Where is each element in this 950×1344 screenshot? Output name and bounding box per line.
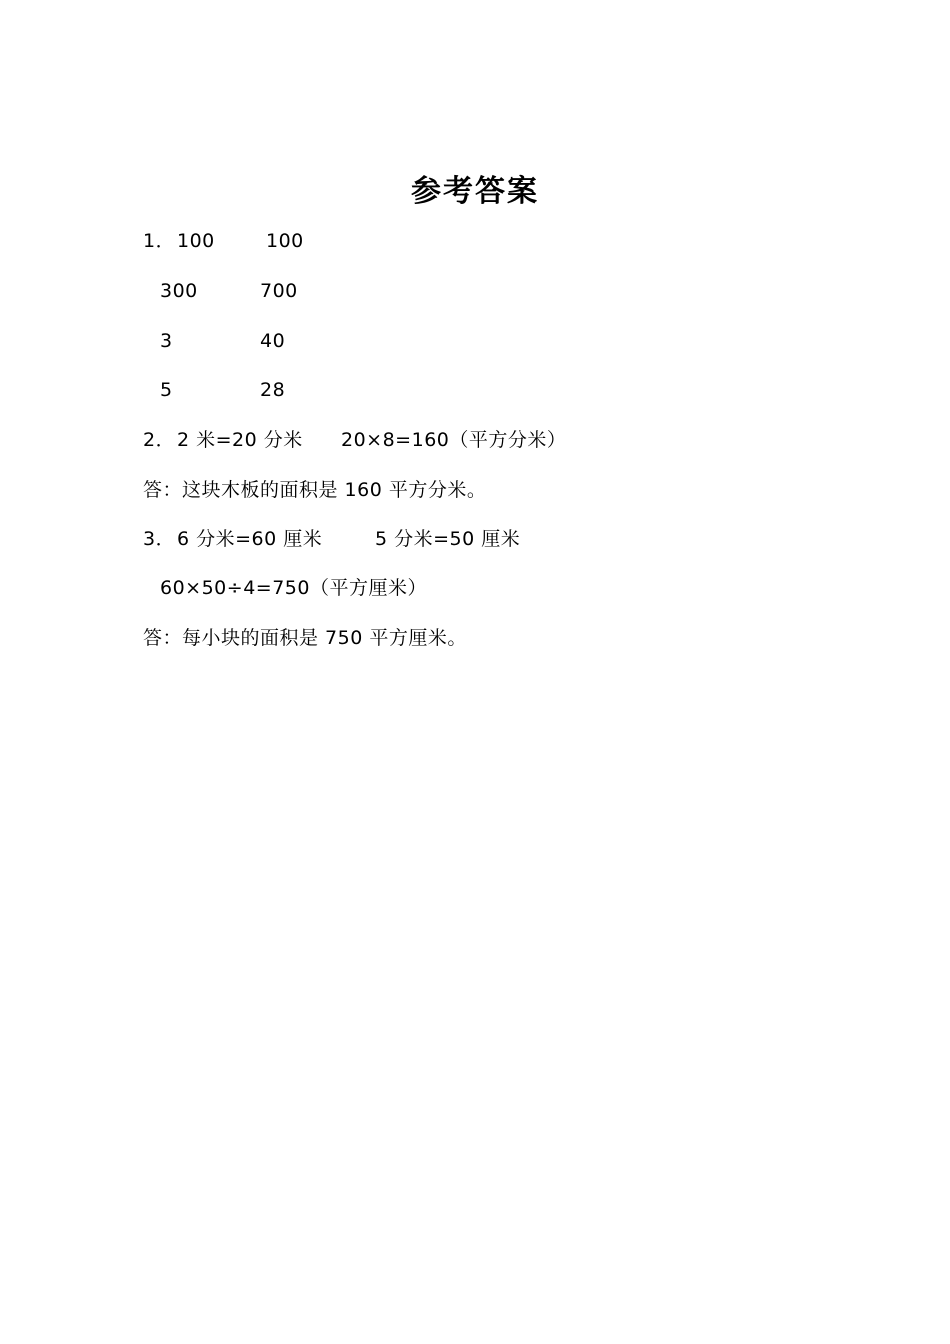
page-title: 参考答案	[411, 174, 539, 209]
q1-row4-a: 5	[160, 379, 173, 401]
q3-conversion-1: 6 分米=60 厘米	[177, 528, 323, 550]
q1-row4-b: 28	[260, 379, 286, 401]
q1-row3-b: 40	[260, 330, 286, 352]
q3-conversion-2: 5 分米=50 厘米	[375, 528, 521, 550]
q2-label: 2．	[143, 429, 176, 451]
q3-answer: 答：每小块的面积是 750 平方厘米。	[143, 627, 467, 649]
q1-label: 1．	[143, 230, 176, 252]
q1-row3-a: 3	[160, 330, 173, 352]
q2-conversion: 2 米=20 分米	[177, 429, 303, 451]
q3-calculation: 60×50÷4=750（平方厘米）	[160, 577, 427, 599]
q1-row1-b: 100	[266, 230, 304, 252]
q1-row2-a: 300	[160, 280, 198, 302]
q1-row2-b: 700	[260, 280, 298, 302]
q3-label: 3．	[143, 528, 176, 550]
q2-answer: 答：这块木板的面积是 160 平方分米。	[143, 479, 487, 501]
q1-row1-a: 100	[177, 230, 215, 252]
q2-calculation: 20×8=160（平方分米）	[341, 429, 567, 451]
